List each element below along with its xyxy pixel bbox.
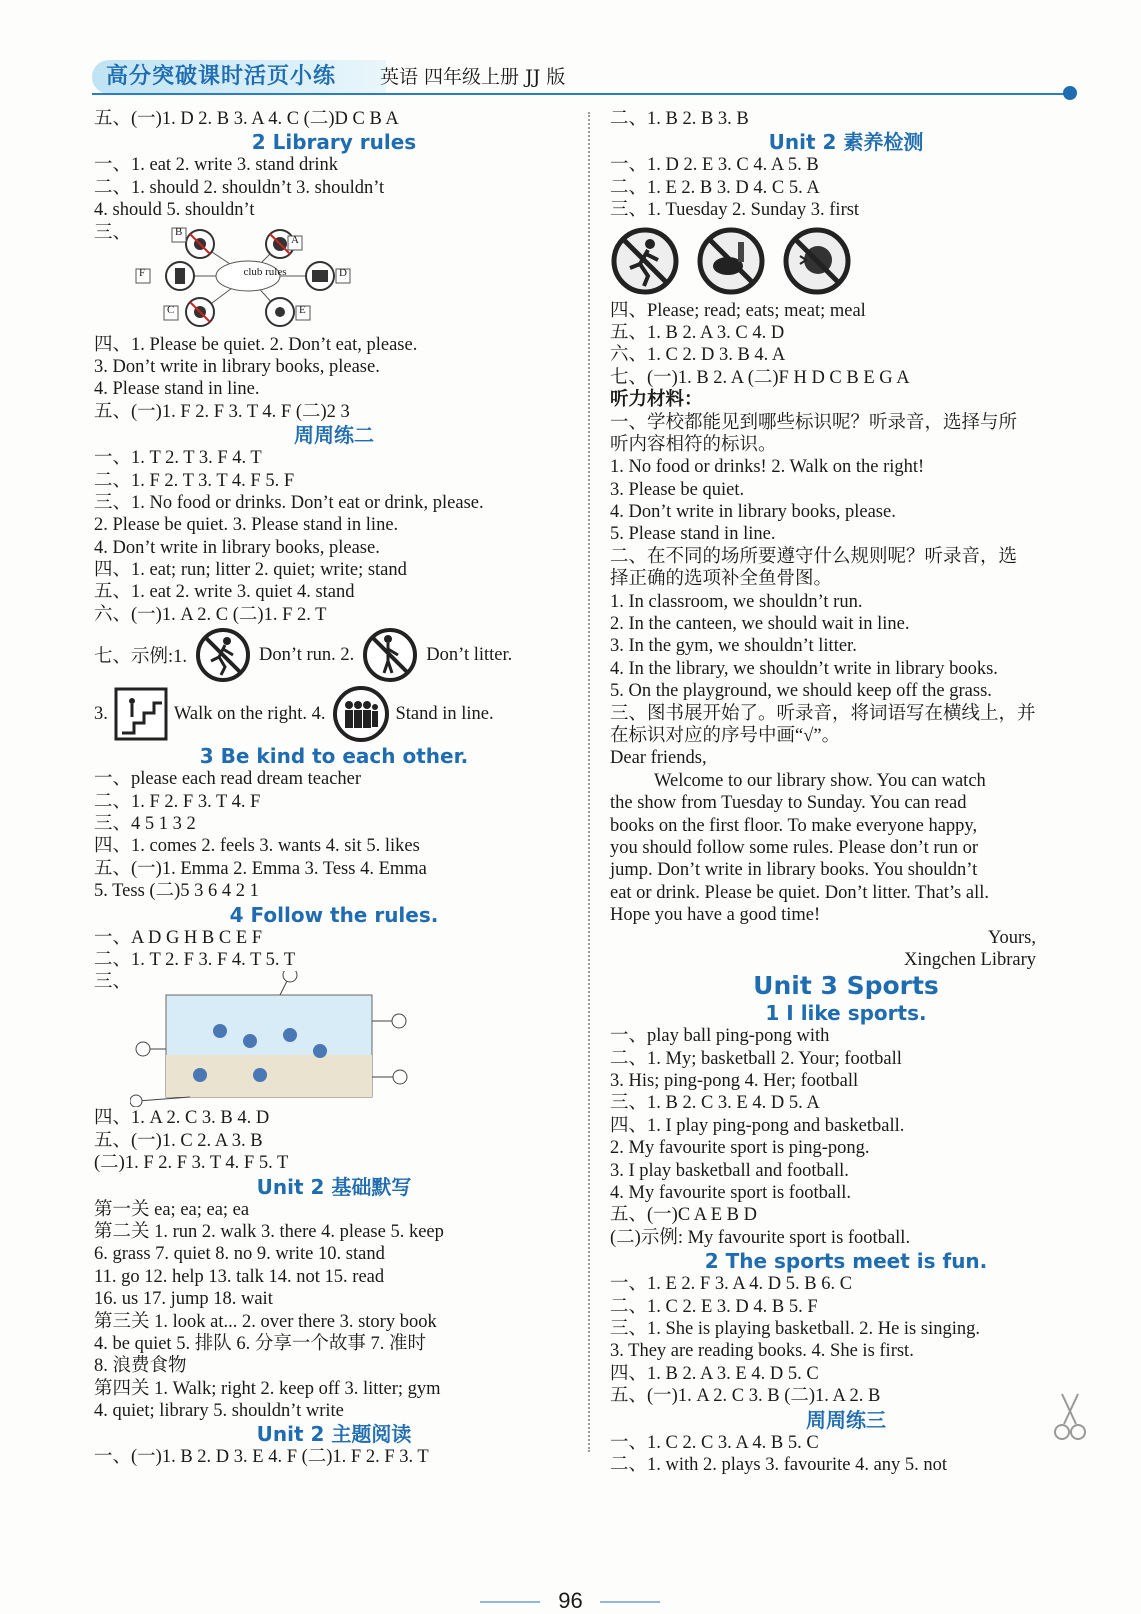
answer-text: Don’t run. 2. bbox=[259, 644, 355, 665]
sign-answers-row bbox=[610, 222, 1082, 300]
answer-line: (二)1. F 2. F 3. T 4. F 5. T bbox=[94, 1153, 289, 1174]
header-dot bbox=[1063, 86, 1077, 100]
page-number: 96 bbox=[558, 1588, 583, 1613]
answer-line: 2. Please be quiet. 3. Please stand in line. bbox=[94, 515, 399, 536]
tag-d: D bbox=[339, 266, 347, 279]
answer-line: 三、 bbox=[94, 222, 132, 243]
answer-line: 五、(一)1. F 2. F 3. T 4. F (二)2 3 bbox=[94, 401, 350, 422]
answer-line: 六、(一)1. A 2. C (二)1. F 2. T bbox=[94, 604, 327, 625]
answer-line: 5. Tess (二)5 3 6 4 2 1 bbox=[94, 881, 259, 902]
answer-line: 4. be quiet 5. 排队 6. 分享一个故事 7. 准时 bbox=[94, 1333, 426, 1354]
answer-line: 四、1. A 2. C 3. B 4. D bbox=[94, 1108, 270, 1129]
answer-line: 一、1. D 2. E 3. C 4. A 5. B bbox=[610, 155, 819, 176]
section-heading: 周周练二 bbox=[294, 423, 374, 448]
letter-line: jump. Don’t write in library books. You shouldn’t bbox=[610, 860, 978, 881]
answer-line: 4. should 5. shouldn’t bbox=[94, 200, 255, 221]
no-talking-sign-icon bbox=[782, 226, 852, 296]
tag-b: B bbox=[175, 225, 183, 238]
section-heading: 2 The sports meet is fun. bbox=[704, 1249, 988, 1274]
no-food-sign-icon bbox=[696, 226, 766, 296]
answer-line: 三、1. B 2. C 3. E 4. D 5. A bbox=[610, 1093, 820, 1114]
answer-line: 二、1. E 2. B 3. D 4. C 5. A bbox=[610, 177, 820, 198]
answer-line: 4. Please stand in line. bbox=[94, 379, 260, 400]
answer-line: 三、1. She is playing basketball. 2. He is singing. bbox=[610, 1318, 980, 1339]
tag-a: A bbox=[291, 233, 299, 246]
answer-line: 一、play ball ping-pong with bbox=[610, 1026, 830, 1047]
answer-line: 一、A D G H B C E F bbox=[94, 927, 263, 948]
answer-line: 一、1. C 2. C 3. A 4. B 5. C bbox=[610, 1432, 819, 1453]
answer-line: 一、1. T 2. T 3. F 4. T bbox=[94, 448, 262, 469]
answer-line: 五、(一)C A E B D bbox=[610, 1205, 757, 1226]
answer-line: 三、1. Tuesday 2. Sunday 3. first bbox=[610, 200, 860, 221]
script-line: 三、图书展开始了。听录音，将词语写在横线上，并 bbox=[610, 703, 1036, 724]
letter-line: eat or drink. Please be quiet. Don’t litter. That’s all. bbox=[610, 882, 989, 903]
answer-line: 11. go 12. help 13. talk 14. not 15. read bbox=[94, 1266, 385, 1287]
letter-line: the show from Tuesday to Sunday. You can read bbox=[610, 793, 967, 814]
tag-e: E bbox=[299, 303, 306, 316]
right-column bbox=[610, 108, 1082, 1476]
script-line: 择正确的选项补全鱼骨图。 bbox=[610, 569, 833, 590]
scissors-icon bbox=[1050, 1390, 1090, 1446]
answer-line: 二、1. B 2. B 3. B bbox=[610, 109, 749, 129]
script-line: 听内容相符的标识。 bbox=[610, 434, 777, 455]
section-heading: Unit 2 素养检测 bbox=[768, 130, 924, 155]
example-row-2 bbox=[94, 684, 574, 744]
answer-line: 第二关 1. run 2. walk 3. there 4. please 5. keep bbox=[94, 1221, 444, 1242]
listening-heading: 听力材料： bbox=[610, 390, 703, 411]
answer-line: 8. 浪费食物 bbox=[94, 1356, 187, 1377]
section-heading: Unit 2 主题阅读 bbox=[256, 1422, 412, 1447]
header-rule bbox=[92, 93, 1066, 95]
answer-line: 一、(一)1. B 2. D 3. E 4. F (二)1. F 2. F 3. T bbox=[94, 1447, 429, 1468]
script-line: 2. In the canteen, we should wait in line. bbox=[610, 614, 910, 635]
answer-line: 6. grass 7. quiet 8. no 9. write 10. stand bbox=[94, 1244, 385, 1265]
answer-line: 二、1. My; basketball 2. Your; football bbox=[610, 1048, 902, 1069]
section-heading: Unit 2 基础默写 bbox=[256, 1174, 412, 1199]
script-line: 3. In the gym, we shouldn’t litter. bbox=[610, 636, 857, 657]
answer-line: 二、1. should 2. shouldn’t 3. shouldn’t bbox=[94, 177, 385, 198]
tag-c: C bbox=[167, 303, 175, 316]
answer-line: 第一关 ea; ea; ea; ea bbox=[94, 1199, 250, 1220]
column-divider bbox=[588, 112, 590, 1452]
answer-line: 四、1. I play ping-pong and basketball. bbox=[610, 1115, 905, 1136]
answer-line: 四、1. eat; run; litter 2. quiet; write; stand bbox=[94, 560, 407, 581]
book-title: 高分突破课时活页小练 bbox=[92, 60, 386, 94]
answer-line: 四、Please; read; eats; meat; meal bbox=[610, 300, 866, 321]
no-litter-icon bbox=[360, 627, 420, 683]
letter-signature: Xingchen Library bbox=[903, 949, 1036, 970]
answer-line: 二、1. with 2. plays 3. favourite 4. any 5. not bbox=[610, 1454, 948, 1475]
script-line: 1. No food or drinks! 2. Walk on the right! bbox=[610, 457, 925, 478]
answer-line: 3. Don’t write in library books, please. bbox=[94, 356, 380, 377]
answer-line: 四、1. Please be quiet. 2. Don’t eat, please. bbox=[94, 334, 418, 355]
answer-text: Stand in line. bbox=[395, 703, 494, 724]
letter-greeting: Dear friends, bbox=[610, 748, 707, 769]
answer-line: 五、(一)1. C 2. A 3. B bbox=[94, 1130, 263, 1151]
answer-line: 五、1. B 2. A 3. C 4. D bbox=[610, 322, 785, 343]
answer-line: 3. They are reading books. 4. She is first. bbox=[610, 1341, 914, 1362]
club-rules-label: club rules bbox=[243, 265, 287, 278]
script-line: 4. In the library, we shouldn’t write in library books. bbox=[610, 658, 998, 679]
playground-scene bbox=[94, 971, 574, 1107]
stand-in-line-icon bbox=[332, 685, 390, 743]
answer-line: 四、1. comes 2. feels 3. wants 4. sit 5. likes bbox=[94, 836, 420, 857]
answer-text: Don’t litter. bbox=[426, 644, 513, 665]
letter-closing: Yours, bbox=[988, 927, 1036, 948]
answer-line: 一、1. E 2. F 3. A 4. D 5. B 6. C bbox=[610, 1274, 853, 1295]
answer-line: 三、 bbox=[94, 972, 132, 993]
book-subtitle: 英语 四年级上册 JJ 版 bbox=[380, 66, 566, 88]
unit-heading: Unit 3 Sports bbox=[753, 971, 939, 1001]
answer-line: 4. Don’t write in library books, please. bbox=[94, 537, 380, 558]
script-line: 5. Please stand in line. bbox=[610, 524, 776, 545]
answer-text: Walk on the right. 4. bbox=[173, 703, 326, 724]
script-line: 4. Don’t write in library books, please. bbox=[610, 502, 896, 523]
tag-f: F bbox=[139, 266, 146, 279]
answer-line: 3. I play basketball and football. bbox=[610, 1160, 849, 1181]
answer-line: 五、(一)1. A 2. C 3. B (二)1. A 2. B bbox=[610, 1386, 881, 1407]
answer-label: 3. bbox=[94, 703, 108, 724]
section-heading: 2 Library rules bbox=[251, 130, 417, 155]
answer-line: 五、(一)1. D 2. B 3. A 4. C (二)D C B A bbox=[94, 109, 399, 129]
letter-line: Hope you have a good time! bbox=[610, 905, 821, 926]
answer-line: 2. My favourite sport is ping-pong. bbox=[610, 1138, 870, 1159]
answer-line: 七、(一)1. B 2. A (二)F H D C B E G A bbox=[610, 367, 910, 388]
section-heading: 3 Be kind to each other. bbox=[199, 744, 469, 769]
answer-line: 第三关 1. look at... 2. over there 3. story book bbox=[94, 1311, 437, 1332]
answer-line: 4. My favourite sport is football. bbox=[610, 1183, 851, 1204]
answer-line: 一、please each read dream teacher bbox=[94, 769, 362, 790]
answer-line: (二)示例: My favourite sport is football. bbox=[610, 1227, 911, 1248]
script-line: 在标识对应的序号中画“√”。 bbox=[610, 725, 841, 746]
answer-line: 16. us 17. jump 18. wait bbox=[94, 1289, 273, 1310]
script-line: 5. On the playground, we should keep off the grass. bbox=[610, 681, 992, 702]
script-line: 二、在不同的场所要遵守什么规则呢？听录音，选 bbox=[610, 546, 1018, 567]
letter-line: books on the first floor. To make everyone happy, bbox=[610, 815, 978, 836]
playground-illustration bbox=[130, 971, 430, 1107]
no-running-icon bbox=[193, 627, 253, 683]
answer-line: 六、1. C 2. D 3. B 4. A bbox=[610, 345, 786, 366]
section-heading: 4 Follow the rules. bbox=[229, 902, 439, 927]
section-heading: 1 I like sports. bbox=[765, 1001, 927, 1026]
answer-line: 第四关 1. Walk; right 2. keep off 3. litter; gym bbox=[94, 1378, 441, 1399]
answer-line: 三、1. No food or drinks. Don’t eat or drink, please. bbox=[94, 492, 484, 513]
answer-line: 五、1. eat 2. write 3. quiet 4. stand bbox=[94, 582, 355, 603]
script-line: 1. In classroom, we shouldn’t run. bbox=[610, 591, 863, 612]
letter-line: Welcome to our library show. You can watch bbox=[654, 770, 986, 791]
answer-line: 二、1. F 2. F 3. T 4. F bbox=[94, 791, 261, 812]
no-running-sign-icon bbox=[610, 226, 680, 296]
answer-line: 五、(一)1. Emma 2. Emma 3. Tess 4. Emma bbox=[94, 858, 427, 879]
header-band bbox=[92, 60, 1072, 94]
answer-line: 二、1. F 2. T 3. T 4. F 5. F bbox=[94, 470, 295, 491]
answer-line: 二、1. C 2. E 3. D 4. B 5. F bbox=[610, 1296, 818, 1317]
letter-line: you should follow some rules. Please don’t run or bbox=[610, 837, 979, 858]
answer-line: 四、1. B 2. A 3. E 4. D 5. C bbox=[610, 1363, 819, 1384]
section-heading: 周周练三 bbox=[806, 1407, 886, 1432]
club-rules-diagram bbox=[94, 222, 574, 334]
script-line: 3. Please be quiet. bbox=[610, 479, 745, 500]
answer-line: 二、1. T 2. F 3. F 4. T 5. T bbox=[94, 949, 296, 970]
answer-line: 4. quiet; library 5. shouldn’t write bbox=[94, 1401, 344, 1422]
answer-label: 七、示例:1. bbox=[94, 647, 188, 668]
example-row-1 bbox=[94, 626, 574, 684]
script-line: 一、学校都能见到哪些标识呢？听录音，选择与所 bbox=[610, 412, 1018, 433]
left-column bbox=[94, 108, 574, 1469]
answer-line: 3. His; ping-pong 4. Her; football bbox=[610, 1071, 859, 1092]
stairs-walk-right-icon bbox=[114, 687, 168, 741]
answer-line: 一、1. eat 2. write 3. stand drink bbox=[94, 155, 339, 176]
answer-line: 三、4 5 1 3 2 bbox=[94, 814, 196, 835]
